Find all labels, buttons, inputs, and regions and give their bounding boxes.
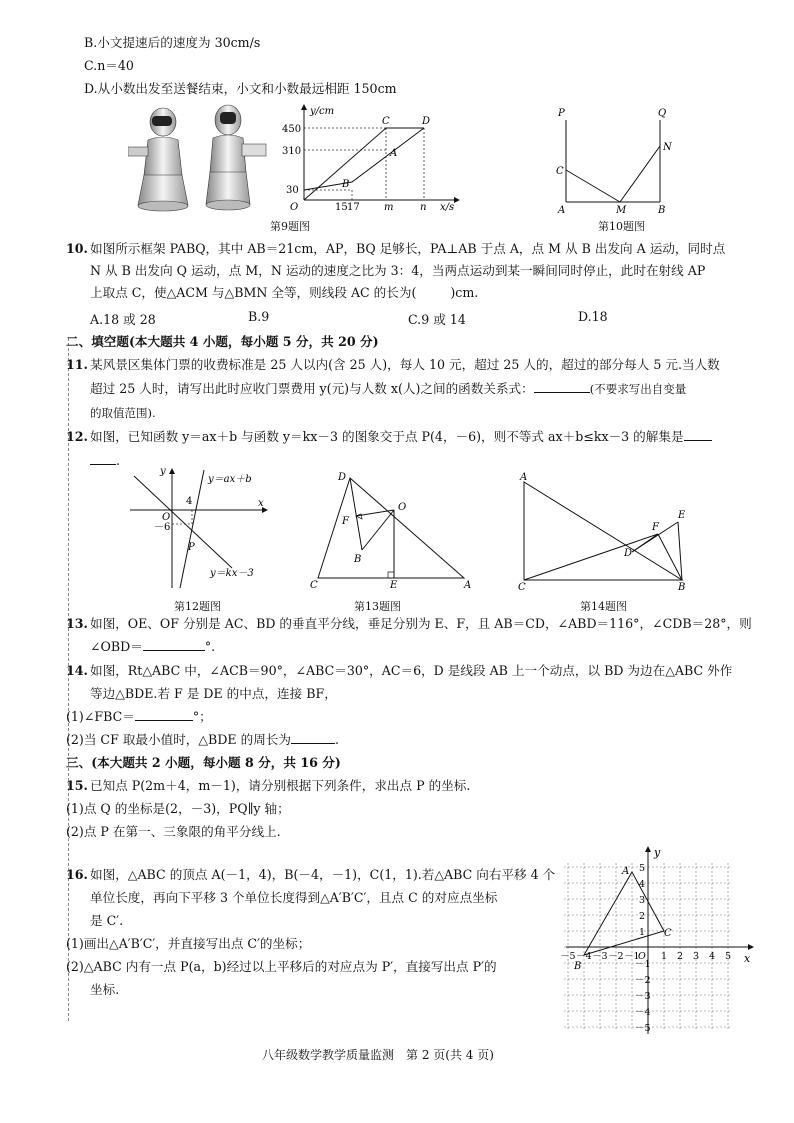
q16-coordinate-grid [560, 846, 756, 1038]
q16-ytick-label: －1 [635, 959, 651, 970]
q13-label-a: A [464, 580, 472, 590]
section-2-heading: 二、填空题(本大题共 4 小题，每小题 5 分，共 20 分) [66, 334, 379, 349]
q16-xtick-label: 1 [661, 951, 668, 962]
q12-answer-blank-a [684, 428, 712, 441]
q16-xtick-label: －2 [608, 951, 624, 962]
q9-distance-time-graph [282, 104, 462, 214]
q16-line-6: 坐标. [90, 982, 120, 997]
q15-line-1: 已知点 P(2m＋4，m－1)，请分别根据下列条件，求出点 P 的坐标. [90, 778, 471, 793]
q16-ytick-label: 2 [639, 911, 646, 922]
q13-caption: 第13题图 [354, 600, 401, 613]
q13-label-e: E [390, 580, 398, 590]
q9-ytick-310: 310 [282, 146, 302, 157]
q10-line-2: N 从 B 出发向 Q 运动，点 M，N 运动的速度之比为 3：4，当两点运动到某一瞬间同时停止，此时在射线 AP [90, 263, 706, 278]
q16-label-c: C [664, 928, 672, 939]
q16-line-3: 是 C′. [90, 913, 124, 928]
q10-option-d: D.18 [578, 309, 608, 324]
q14-label-e: E [678, 510, 686, 521]
q16-part-2: (2)△ABC 内有一点 P(a，b)经过以上平移后的对应点为 P′，直接写出点 P′的 [66, 959, 497, 974]
q10-label-m: M [616, 205, 627, 216]
q9-point-b: B [342, 179, 350, 190]
q12-axis-x: x [258, 498, 264, 509]
q16-ytick-label: 3 [639, 895, 646, 906]
q13-line-1: 如图，OE、OF 分别是 AC、BD 的垂直平分线，垂足分别为 E、F，且 AB＝CD，∠ABD＝116°，∠CDB＝28°，则 [90, 616, 752, 631]
q13-degree: °. [204, 639, 216, 654]
q10-label-b: B [658, 205, 666, 216]
q12-answer-blank-b [90, 452, 116, 465]
q14-part-1-degree: °； [192, 709, 212, 724]
q12-line-ab-label: y＝ax＋b [208, 474, 252, 485]
q12-tick-4: 4 [186, 496, 193, 507]
q10-label-p: P [558, 108, 565, 119]
q16-ytick-label: －3 [635, 991, 651, 1002]
q14-label-a: A [520, 472, 528, 483]
q16-ytick-label: －2 [635, 975, 651, 986]
q10-option-c: C.9 或 14 [408, 312, 466, 327]
q11-line-2-note: (不要求写出自变量 [589, 382, 687, 396]
q13-number: 13. [66, 616, 88, 631]
q9-origin: O [290, 202, 299, 213]
q12-figure [124, 464, 270, 594]
q16-ytick-label: －4 [635, 1007, 651, 1018]
q16-part-1: (1)画出△A′B′C′，并直接写出点 C′的坐标； [66, 936, 311, 951]
q10-label-a: A [558, 205, 566, 216]
q11-line-2-text: 超过 25 人时，请写出此时应收门票费用 y(元)与人数 x(人)之间的函数关系式： [90, 381, 534, 396]
q12-line-2 [90, 452, 120, 470]
q16-xtick-label: －5 [560, 951, 576, 962]
q10-option-b: B.9 [248, 309, 270, 324]
q10-label-q: Q [658, 108, 667, 119]
q14-line-1: 如图，Rt△ABC 中，∠ACB＝90°，∠ABC＝30°，AC＝6，D 是线段 AB 上一个动点，以 BD 为边在△ABC 外作 [90, 663, 733, 678]
q14-part-2 [66, 731, 339, 749]
q14-label-d: D [624, 548, 633, 559]
q9-xtick-15: 15 [335, 202, 348, 213]
q12-origin: O [162, 512, 171, 523]
q16-xtick-label: O [638, 951, 646, 962]
q9-option-c: C.n＝40 [84, 58, 134, 73]
q12-line-1 [90, 428, 712, 446]
q16-line-2: 单位长度，再向下平移 3 个单位长度得到△A′B′C′，且点 C 的对应点坐标 [90, 890, 498, 905]
q9-xtick-m: m [384, 202, 394, 213]
q12-tick-neg6: －6 [154, 522, 171, 533]
q12-line-k-label: y＝kx－3 [210, 568, 254, 579]
q13-line-2-text: ∠OBD＝ [90, 639, 143, 654]
q16-axis-x: x [744, 952, 751, 965]
q10-option-a: A.18 或 28 [90, 312, 156, 327]
q11-number: 11. [66, 357, 88, 372]
q11-line-1: 某风景区集体门票的收费标准是 25 人以内(含 25 人)，每人 10 元，超过 25 人的，超过的部分每人 5 元.当人数 [90, 357, 720, 372]
q16-ytick-label: 1 [639, 927, 646, 938]
q9-xtick-n: n [420, 202, 427, 213]
q13-figure [306, 468, 478, 590]
q10-label-c: C [556, 166, 564, 177]
q16-xtick-label: 3 [693, 951, 700, 962]
q16-xtick-label: －3 [592, 951, 608, 962]
q14-part-1-blank [135, 708, 193, 721]
q12-number: 12. [66, 429, 88, 444]
q13-label-b: B [354, 554, 362, 565]
q10-caption: 第10题图 [598, 220, 645, 233]
q12-point-p: P [188, 542, 195, 553]
q10-line-3-unit: )cm. [450, 285, 479, 300]
q9-xlabel: x/s [440, 202, 455, 213]
q15-number: 15. [66, 778, 88, 793]
q9-ytick-30: 30 [286, 185, 299, 196]
q9-caption: 第9题图 [270, 220, 310, 233]
q11-answer-blank [534, 380, 590, 393]
q12-caption: 第12题图 [174, 600, 221, 613]
q9-ylabel: y/cm [310, 106, 335, 117]
q9-point-a: A [390, 148, 398, 159]
q16-number: 16. [66, 867, 88, 882]
q10-frame-figure [552, 104, 682, 216]
q14-part-2-period: . [334, 732, 339, 747]
q9-point-c: C [382, 116, 390, 127]
q13-label-c: C [310, 580, 318, 590]
q10-label-n: N [663, 142, 672, 153]
q13-label-d: D [338, 472, 347, 483]
q16-line-1: 如图，△ABC 的顶点 A(－1，4)，B(－4，－1)，C(1，1).若△ABC 向右平移 4 个 [90, 867, 556, 882]
q12-line-1-text: 如图，已知函数 y＝ax＋b 与函数 y＝kx－3 的图象交于点 P(4，－6)，则不等式 ax＋b≤kx－3 的解集是 [90, 429, 684, 444]
q10-line-3 [90, 284, 478, 302]
q14-label-c: C [518, 582, 526, 592]
q9-xtick-17: 17 [347, 202, 360, 213]
q16-label-a: A [622, 866, 630, 877]
q14-part-1-text: (1)∠FBC＝ [66, 709, 135, 724]
q16-xtick-label: 2 [677, 951, 684, 962]
q15-part-2: (2)点 P 在第一、三象限的角平分线上. [66, 824, 281, 839]
q12-axis-y: y [160, 466, 166, 477]
q14-part-2-blank [291, 731, 335, 744]
q16-axis-y: y [654, 846, 661, 859]
q10-line-1: 如图所示框架 PABQ，其中 AB＝21cm，AP，BQ 足够长，PA⊥AB 于点 A，点 M 从 B 出发向 A 运动，同时点 [90, 241, 726, 256]
q16-label-b: B [574, 961, 582, 972]
q13-line-2 [90, 638, 215, 656]
q14-number: 14. [66, 663, 88, 678]
q16-xtick-label: －1 [624, 951, 640, 962]
q14-figure [514, 468, 694, 592]
q14-label-b: B [678, 582, 686, 592]
q9-option-b: B.小文提速后的速度为 30cm/s [84, 35, 261, 50]
q13-label-o: O [398, 502, 407, 513]
page-footer: 八年级数学教学质量监测 第 2 页(共 4 页) [262, 1048, 494, 1062]
q16-ytick-label: 5 [639, 863, 646, 874]
q14-label-f: F [652, 522, 659, 533]
q9-point-d: D [422, 116, 431, 127]
q13-label-f: F [342, 516, 349, 527]
q16-xtick-label: －4 [576, 951, 592, 962]
q14-part-1 [66, 708, 212, 726]
q10-number: 10. [66, 241, 88, 256]
q12-period: . [116, 453, 121, 468]
q14-line-2: 等边△BDE.若 F 是 DE 的中点，连接 BF， [90, 686, 337, 701]
q16-ytick-label: 4 [639, 879, 646, 890]
q14-caption: 第14题图 [580, 600, 627, 613]
q15-part-1: (1)点 Q 的坐标是(2，－3)，PQ∥y 轴； [66, 801, 290, 816]
q10-line-3-text: 上取点 C，使△ACM 与△BMN 全等，则线段 AC 的长为( [90, 285, 417, 300]
q11-line-3: 的取值范围). [90, 406, 156, 420]
robots-photo [128, 100, 278, 215]
q14-part-2-text: (2)当 CF 取最小值时，△BDE 的周长为 [66, 732, 291, 747]
q16-ytick-label: －5 [635, 1023, 651, 1034]
section-3-heading: 三、(本大题共 2 小题，每小题 8 分，共 16 分) [66, 755, 341, 770]
q16-xtick-label: 4 [709, 951, 716, 962]
q9-option-d: D.从小数出发至送餐结束，小文和小数最远相距 150cm [84, 81, 397, 96]
q9-ytick-450: 450 [282, 124, 302, 135]
q11-line-2 [90, 380, 686, 398]
q16-xtick-label: 5 [725, 951, 732, 962]
q13-answer-blank [143, 638, 205, 651]
